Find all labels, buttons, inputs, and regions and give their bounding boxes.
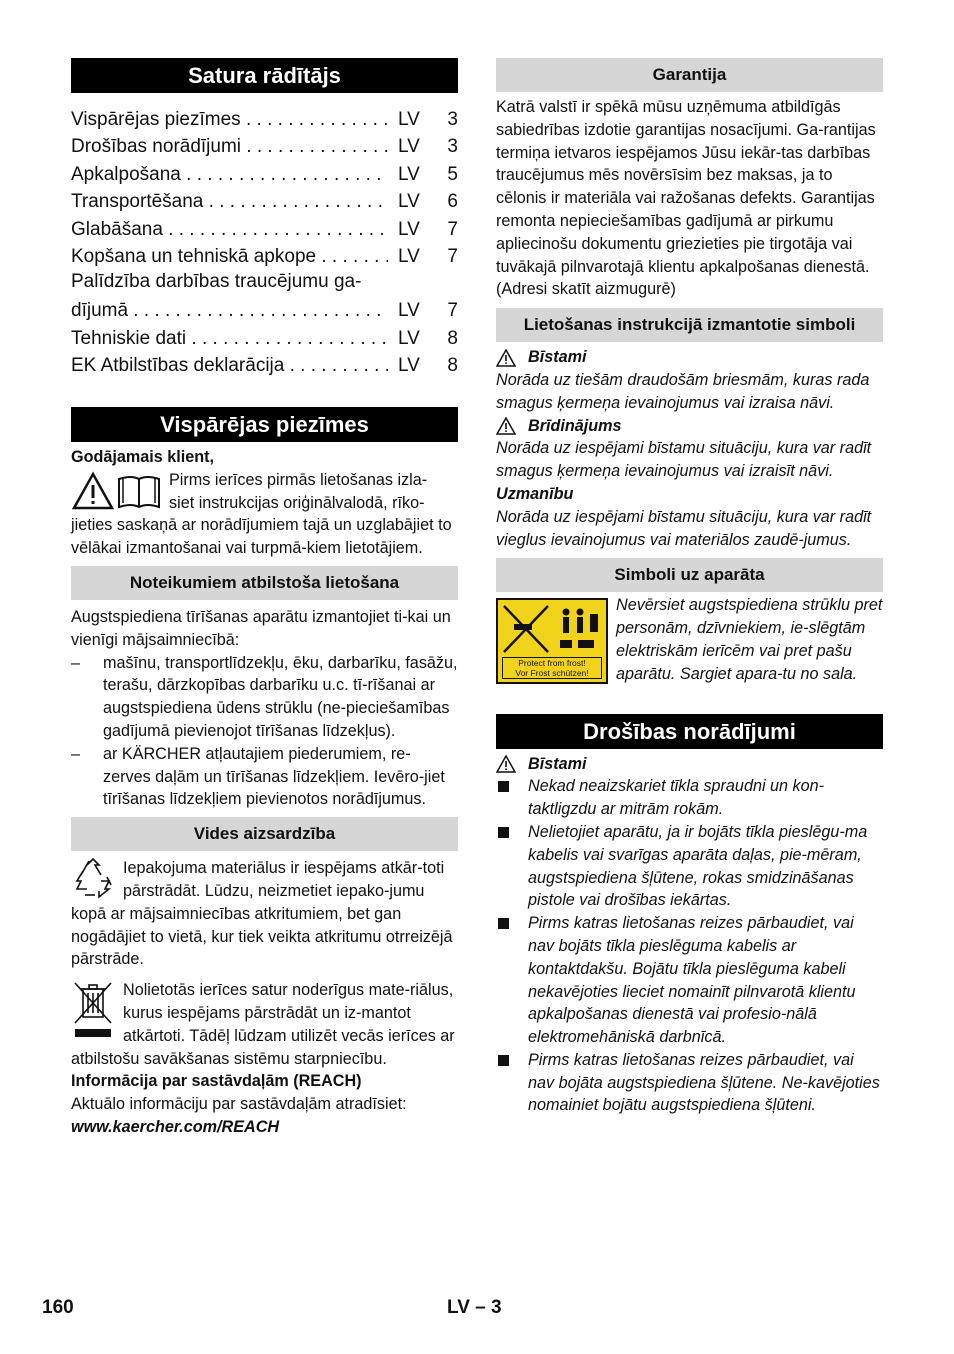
- bullet-square-icon: [498, 827, 509, 838]
- intro-text: jieties saskaņā ar norādījumiem tajā un uzglabājiet to vēlākai izmantošanai vai turpmā-kiem lietotājiem.: [71, 516, 452, 558]
- bullet-square-icon: [498, 1055, 509, 1066]
- device-warning-label: Protect from frost! Vor Frost schützen!: [496, 598, 608, 684]
- general-heading: Vispārējas piezīmes: [71, 407, 458, 442]
- right-column: [496, 58, 883, 1117]
- warning-read-manual-icon: [71, 471, 163, 511]
- no-spray-icon: [498, 602, 602, 658]
- toc-item[interactable]: Transportēšana . . . LV 6: [71, 186, 458, 214]
- warranty-note: (Adresi skatīt aizmugurē): [496, 280, 676, 299]
- intro-block: Pirms ierīces pirmās lietošanas izla- siet instrukcijas oriģinālvalodā, rīko-: [71, 469, 458, 515]
- device-symbol-text: Nevērsiet augstspiediena strūklu pret personām, dzīvniekiem, ie-slēgtām elektriskām ierīcēm vai pret pašu aparātu. Sargiet apara-tu no sala.: [616, 596, 883, 683]
- table-of-contents: [71, 103, 458, 377]
- list-item: Nekad neaizskariet tīkla spraudni un kon-taktligzdu ar mitrām rokām.: [496, 775, 883, 821]
- list-item: – ar KÄRCHER atļautajiem piederumiem, re-zerves daļām un tīrīšanas līdzekļiem. Ievēro-jiet tīrīšanas līdzekļiem pievienotos norādījumus.: [71, 744, 445, 809]
- warning-triangle-icon: [496, 417, 516, 435]
- toc-item[interactable]: Kopšana un tehniskā apkope . . . LV 7: [71, 241, 458, 269]
- warranty-heading: Garantija: [496, 58, 883, 92]
- waste-bin-crossed-icon: [71, 979, 115, 1039]
- toc-item[interactable]: Vispārējas piezīmes . . . LV 3: [71, 103, 458, 131]
- old-devices-block: Nolietotās ierīces satur noderīgus mate-riālus, kurus iespējams pārstrādāt un iz-mantot atkārtoti. Tādēļ lūdzam utilizēt vecās ierīces ar atbilstošu savākšanas sistēmu starpniecību.: [71, 981, 455, 1068]
- danger-text: Norāda uz tiešām draudošām briesmām, kuras rada smagus ķermeņa ievainojumus vai izraisa nāvi.: [496, 370, 870, 412]
- warning-triangle-icon: [496, 349, 516, 367]
- page-number: 160: [42, 1297, 74, 1318]
- list-item: Pirms katras lietošanas reizes pārbaudiet, vai nav bojāta augstspiediena šļūtene. Ne-kavējoties nomainiet bojātu augstspiediena šļūteni.: [496, 1049, 883, 1117]
- environment-heading: Vides aizsardzība: [71, 817, 458, 851]
- toc-item[interactable]: Drošības norādījumi . . . LV 3: [71, 131, 458, 159]
- recycle-icon: [71, 857, 115, 901]
- warning-text: Norāda uz iespējami bīstamu situāciju, kura var radīt smagus ķermeņa ievainojumus vai izraisīt nāvi.: [496, 439, 872, 481]
- left-column: [71, 58, 458, 1139]
- reach-text: Aktuālo informāciju par sastāvdaļām atradīsiet:: [71, 1095, 407, 1114]
- symbols-heading: Lietošanas instrukcijā izmantotie simboli: [496, 308, 883, 342]
- safety-heading: Drošības norādījumi: [496, 714, 883, 749]
- greeting: Godājamais klient,: [71, 448, 215, 466]
- warning-line: Brīdinājums: [496, 415, 883, 438]
- device-symbols-heading: Simboli uz aparāta: [496, 558, 883, 592]
- packaging-block: Iepakojuma materiālus ir iespējams atkār-toti pārstrādāt. Lūdzu, neizmetiet iepako-jumu kopā ar mājsaimniecības atkritumiem, bet gan nogādājiet to vietā, kur tiek veikta atkritumu otrreizējā pārstrāde.: [71, 859, 453, 969]
- warning-triangle-icon: [496, 755, 516, 773]
- toc-item[interactable]: Tehniskie dati . . . LV 8: [71, 322, 458, 350]
- list-item: Nelietojiet aparātu, ja ir bojāts tīkla pieslēgu-ma kabelis vai svarīgas aparāta daļas, pie-mēram, augstspiediena šļūtene, rokas smidzināšanas pistole vai drošības iekārtas.: [496, 821, 883, 912]
- warranty-text: Katrā valstī ir spēkā mūsu uzņēmuma atbildīgās sabiedrības izdotie garantijas nosacījumi. Ga-rantijas termiņa ietvaros iespējamos Jūsu iekār-tas darbības traucējumus mēs novērsīsim bez maksas, ja to cēlonis ir materiāla vai ražošanas defekts. Garantijas remonta nepieciešamības gadījumā ar pirkumu apliecinošu dokumentu griezieties pie tirgotāja vai tuvākajā pilnvarotajā klientu apkalpošanas dienestā.: [496, 98, 876, 276]
- toc-item[interactable]: EK Atbilstības deklarācija . . . LV 8: [71, 350, 458, 378]
- caution-label: Uzmanību: [496, 484, 574, 503]
- toc-heading: Satura rādītājs: [71, 58, 458, 93]
- caution-text: Norāda uz iespējami bīstamu situāciju, kura var radīt vieglus ievainojumus vai materiālos zaudē-jumus.: [496, 507, 872, 549]
- safety-danger-line: Bīstami: [496, 753, 883, 776]
- toc-item[interactable]: Palīdzība darbības traucējumu ga- dījumā . . . LV 7: [71, 268, 458, 322]
- toc-item[interactable]: Glabāšana . . . LV 7: [71, 213, 458, 241]
- list-item: Pirms katras lietošanas reizes pārbaudiet, vai nav bojāts tīkla pieslēguma kabelis ar kontaktdakšu. Bojātu tīkla pieslēguma kabeli nekavējoties lieciet nomainīt pilnvarotā klientu apkalpošanas dienestā vai profesio-nālā elektromehāniskā darbnīcā.: [496, 912, 883, 1049]
- bullet-square-icon: [498, 918, 509, 929]
- toc-item[interactable]: Apkalpošana . . . LV 5: [71, 158, 458, 186]
- section-page: LV – 3: [447, 1297, 502, 1318]
- usage-intro: Augstspiediena tīrīšanas aparātu izmantojiet ti-kai un vienīgi mājsaimniecībā:: [71, 607, 451, 649]
- bullet-square-icon: [498, 781, 509, 792]
- list-item: – mašīnu, transportlīdzekļu, ēku, darbarīku, fasāžu, terašu, dārzkopības darbarīku u.c. tī-rīšanai ar augstspiediena ūdens strūklu (ne-pieciešamības gadījumā pievienojot tīrīšanas līdzekļus).: [71, 653, 458, 740]
- usage-heading: Noteikumiem atbilstoša lietošana: [71, 566, 458, 600]
- reach-title: Informācija par sastāvdaļām (REACH): [71, 1072, 362, 1091]
- reach-link[interactable]: www.kaercher.com/REACH: [71, 1117, 280, 1136]
- device-symbol-block: [496, 598, 883, 685]
- danger-line: Bīstami: [496, 346, 883, 369]
